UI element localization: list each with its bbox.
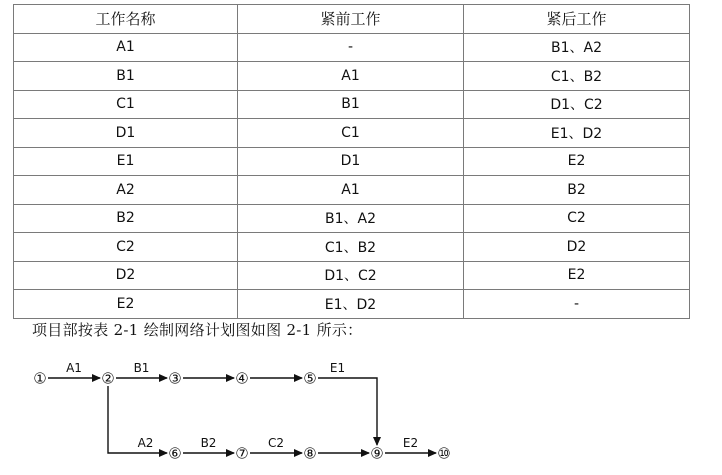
table-row — [14, 204, 690, 233]
network-node: ④ — [235, 369, 249, 388]
table-row — [14, 290, 690, 319]
network-node: ② — [101, 369, 115, 388]
activity-label: C2 — [267, 436, 285, 450]
cell-successor: E2 — [464, 147, 690, 176]
header-successor: 紧后工作 — [464, 5, 690, 34]
table-row — [14, 233, 690, 262]
figure-caption: 项目部按表 2-1 绘制网络计划图如图 2-1 所示： — [32, 321, 363, 339]
network-node: ① — [33, 369, 47, 388]
table-body — [14, 33, 690, 318]
table-row — [14, 176, 690, 205]
cell-work-name: D1 — [14, 119, 238, 148]
cell-predecessor: C1 — [238, 119, 464, 148]
cell-predecessor: E1、D2 — [238, 290, 464, 319]
activity-label: E1 — [329, 361, 346, 375]
network-node: ③ — [168, 369, 182, 388]
table-header-row — [14, 5, 690, 34]
network-diagram — [0, 340, 722, 475]
cell-predecessor: A1 — [238, 176, 464, 205]
cell-predecessor: D1、C2 — [238, 261, 464, 290]
cell-successor: E2 — [464, 261, 690, 290]
header-predecessor: 紧前工作 — [238, 5, 464, 34]
table-row — [14, 119, 690, 148]
cell-predecessor: A1 — [238, 62, 464, 91]
cell-work-name: A1 — [14, 33, 238, 62]
cell-work-name: C1 — [14, 90, 238, 119]
table-row — [14, 62, 690, 91]
cell-work-name: A2 — [14, 176, 238, 205]
header-work-name: 工作名称 — [14, 5, 238, 34]
table-row — [14, 33, 690, 62]
activity-arrow — [318, 378, 377, 445]
cell-work-name: C2 — [14, 233, 238, 262]
table-row — [14, 90, 690, 119]
network-node: ⑧ — [303, 444, 317, 463]
cell-work-name: B2 — [14, 204, 238, 233]
cell-successor: - — [464, 290, 690, 319]
cell-successor: C2 — [464, 204, 690, 233]
network-node: ⑨ — [370, 444, 384, 463]
cell-work-name: D2 — [14, 261, 238, 290]
cell-predecessor: B1 — [238, 90, 464, 119]
network-node: ⑤ — [303, 369, 317, 388]
cell-successor: B1、A2 — [464, 33, 690, 62]
activity-label: B1 — [133, 361, 150, 375]
cell-work-name: E1 — [14, 147, 238, 176]
cell-predecessor: B1、A2 — [238, 204, 464, 233]
cell-successor: B2 — [464, 176, 690, 205]
activity-label: A1 — [66, 361, 82, 375]
activity-label: B2 — [200, 436, 217, 450]
cell-predecessor: C1、B2 — [238, 233, 464, 262]
cell-predecessor: - — [238, 33, 464, 62]
cell-predecessor: D1 — [238, 147, 464, 176]
work-relation-table — [13, 4, 690, 319]
network-node: ⑦ — [235, 444, 249, 463]
network-node: ⑥ — [168, 444, 182, 463]
cell-successor: D2 — [464, 233, 690, 262]
cell-successor: C1、B2 — [464, 62, 690, 91]
activity-label: E2 — [402, 436, 419, 450]
table-row — [14, 261, 690, 290]
cell-successor: E1、D2 — [464, 119, 690, 148]
network-node: ⑩ — [437, 444, 451, 463]
cell-work-name: B1 — [14, 62, 238, 91]
cell-successor: D1、C2 — [464, 90, 690, 119]
activity-label: A2 — [137, 436, 154, 450]
table-row — [14, 147, 690, 176]
cell-work-name: E2 — [14, 290, 238, 319]
